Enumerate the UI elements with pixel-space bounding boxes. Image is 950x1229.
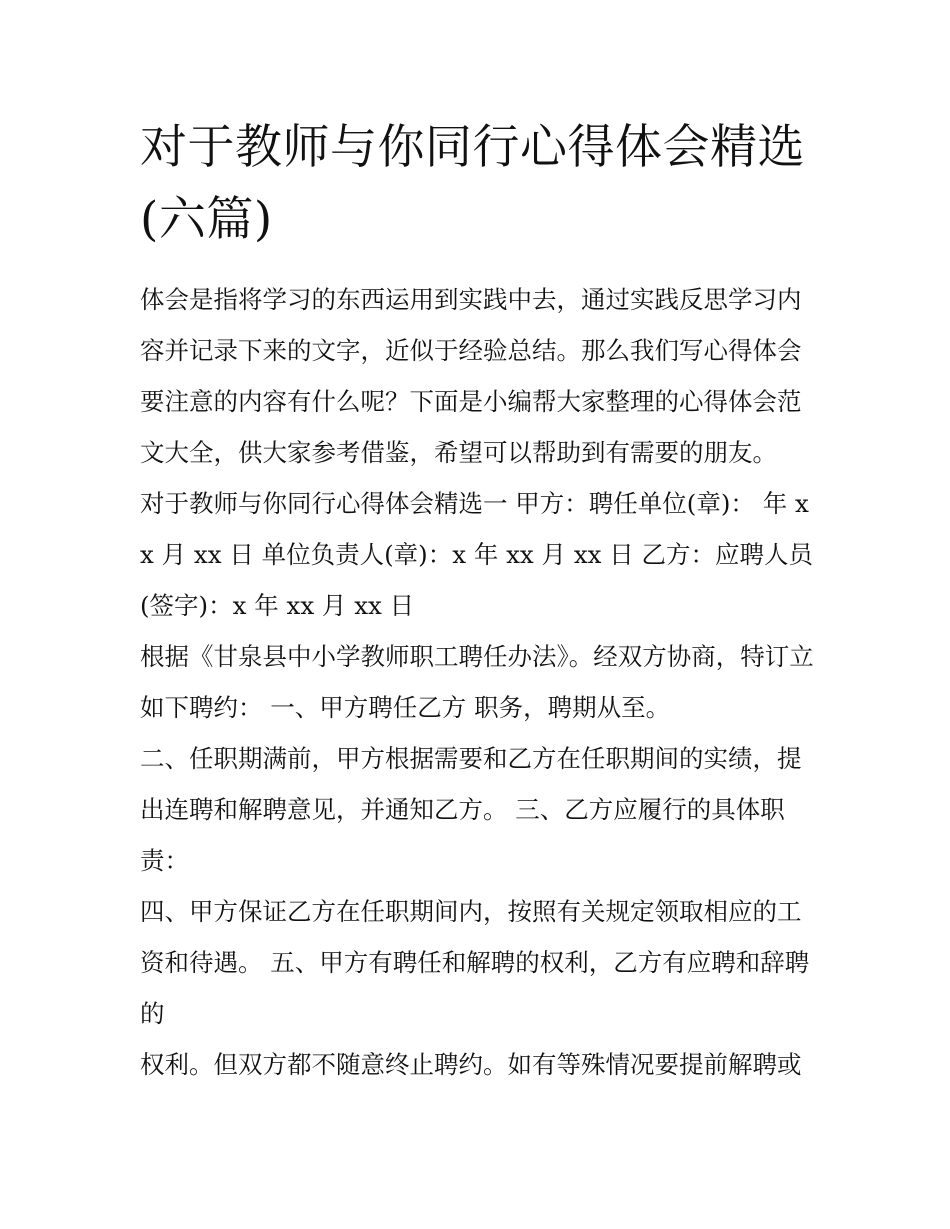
document-title: 对于教师与你同行心得体会精选(六篇) [140,120,805,247]
paragraph-continuation: 权利。但双方都不随意终止聘约。如有等殊情况要提前解聘或 [140,1050,802,1079]
document-body [140,112,820,1090]
paragraph-intro: 体会是指将学习的东西运用到实践中去，通过实践反思学习内容并记录下来的文字，近似于经验总结。那么我们写心得体会要注意的内容有什么呢？下面是小编帮大家整理的心得体会范文大全，供大家参考借鉴，希望可以帮助到有需要的朋友。 [140,285,802,467]
paragraph-clause-4-5: 四、甲方保证乙方在任职期间内，按照有关规定领取相应的工资和待遇。 五、甲方有聘任和解聘的权利，乙方有应聘和辞聘的 [140,897,810,1028]
paragraph-parties: 对于教师与你同行心得体会精选一 甲方：聘任单位(章)： 年 xx 月 xx 日 单位负责人(章)：x 年 xx 月 xx 日 乙方：应聘人员(签字)：x 年 xx 月 xx 日 [140,489,814,620]
paragraph-clause-2-3: 二、任职期满前，甲方根据需要和乙方在任职期间的实绩，提出连聘和解聘意见，并通知乙方。 三、乙方应履行的具体职责： [140,744,802,875]
paragraph-basis: 根据《甘泉县中小学教师职工聘任办法》。经双方协商，特订立如下聘约： 一、甲方聘任乙方 职务，聘期从至。 [140,642,814,722]
